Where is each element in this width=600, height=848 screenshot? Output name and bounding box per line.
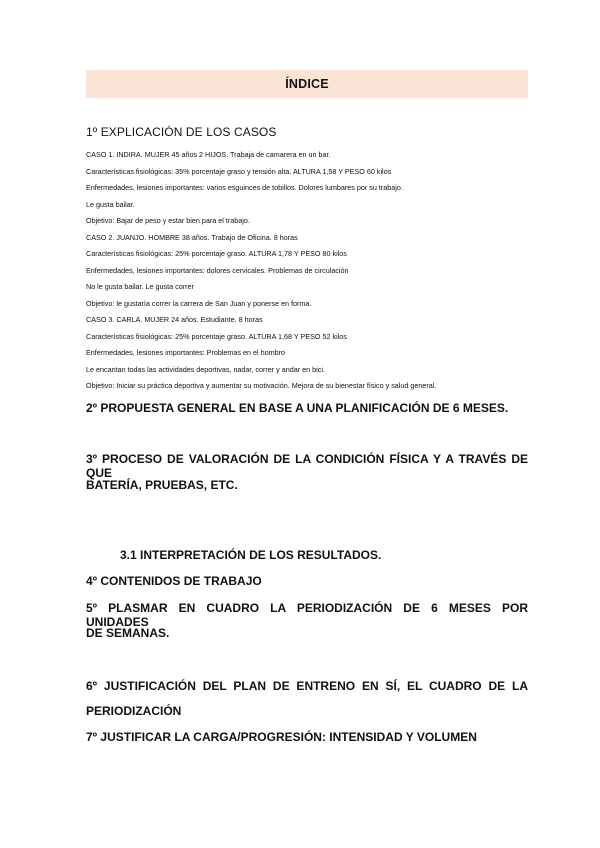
case-2-physiology: Características fisiológicas: 25% porcentaje graso. ALTURA 1,78 Y PESO 80 kilos (86, 249, 347, 258)
case-3-injuries: Enfermedades, lesiones importantes: Problemas en el hombro (86, 348, 285, 357)
case-1-physiology: Características fisiológicas: 35% porcentaje graso y tensión alta. ALTURA 1,58 Y PESO 60 kilos (86, 167, 392, 176)
section-1-heading: 1º EXPLICACIÓN DE LOS CASOS (86, 125, 277, 139)
case-3-physiology: Características fisiológicas: 25% porcentaje graso. ALTURA 1,68 Y PESO 52 kilos (86, 332, 347, 341)
section-2-heading: 2º PROPUESTA GENERAL EN BASE A UNA PLANIFICACIÓN DE 6 MESES. (86, 401, 509, 415)
section-5-heading-line-1: 5º PLASMAR EN CUADRO LA PERIODIZACIÓN DE 6 MESES POR UNIDADES (86, 601, 528, 629)
case-2-injuries: Enfermedades, lesiones importantes: dolores cervicales. Problemas de circulación (86, 266, 349, 275)
case-3-header: CASO 3. CARLA. MUJER 24 años. Estudiante. 8 horas (86, 315, 263, 324)
case-3-objective: Objetivo: Iniciar su práctica deportiva y aumentar su motivación. Mejora de su bienestar físico y salud general. (86, 381, 437, 390)
case-3-likes: Le encantan todas las actividades deportivas, nadar, correr y andar en bici. (86, 365, 325, 374)
case-2-header: CASO 2. JUANJO. HOMBRE 38 años. Trabajo de Oficina. 8 horas (86, 233, 298, 242)
case-1-injuries: Enfermedades, lesiones importantes: varios esguinces de tobillos. Dolores lumbares por su trabajo. (86, 183, 403, 192)
index-title-band (86, 70, 528, 98)
case-2-objective: Objetivo: le gustaría correr la carrera de San Juan y ponerse en forma. (86, 299, 312, 308)
section-6-heading-line-1: 6º JUSTIFICACIÓN DEL PLAN DE ENTRENO EN SÍ, EL CUADRO DE LA (86, 679, 528, 693)
case-2-likes: No le gusta bailar. Le gusta correr (86, 282, 194, 291)
section-7-heading: 7º JUSTIFICAR LA CARGA/PROGRESIÓN: INTENSIDAD Y VOLUMEN (86, 730, 477, 744)
case-1-objective: Objetivo: Bajar de peso y estar bien para el trabajo. (86, 216, 250, 225)
case-1-header: CASO 1. INDIRA. MUJER 45 años 2 HIJOS. Trabaja de camarera en un bar. (86, 150, 331, 159)
section-3-heading-line-2: BATERÍA, PRUEBAS, ETC. (86, 478, 238, 492)
section-3-1-heading: 3.1 INTERPRETACIÓN DE LOS RESULTADOS. (120, 548, 382, 562)
section-6-heading-line-2: PERIODIZACIÓN (86, 704, 182, 718)
section-5-heading-line-2: DE SEMANAS. (86, 626, 170, 640)
index-title: ÍNDICE (285, 77, 329, 91)
case-1-likes: Le gusta bailar. (86, 200, 135, 209)
section-4-heading: 4º CONTENIDOS DE TRABAJO (86, 574, 262, 588)
section-3-heading-line-1: 3º PROCESO DE VALORACIÓN DE LA CONDICIÓN FÍSICA Y A TRAVÉS DE QUE (86, 452, 528, 480)
